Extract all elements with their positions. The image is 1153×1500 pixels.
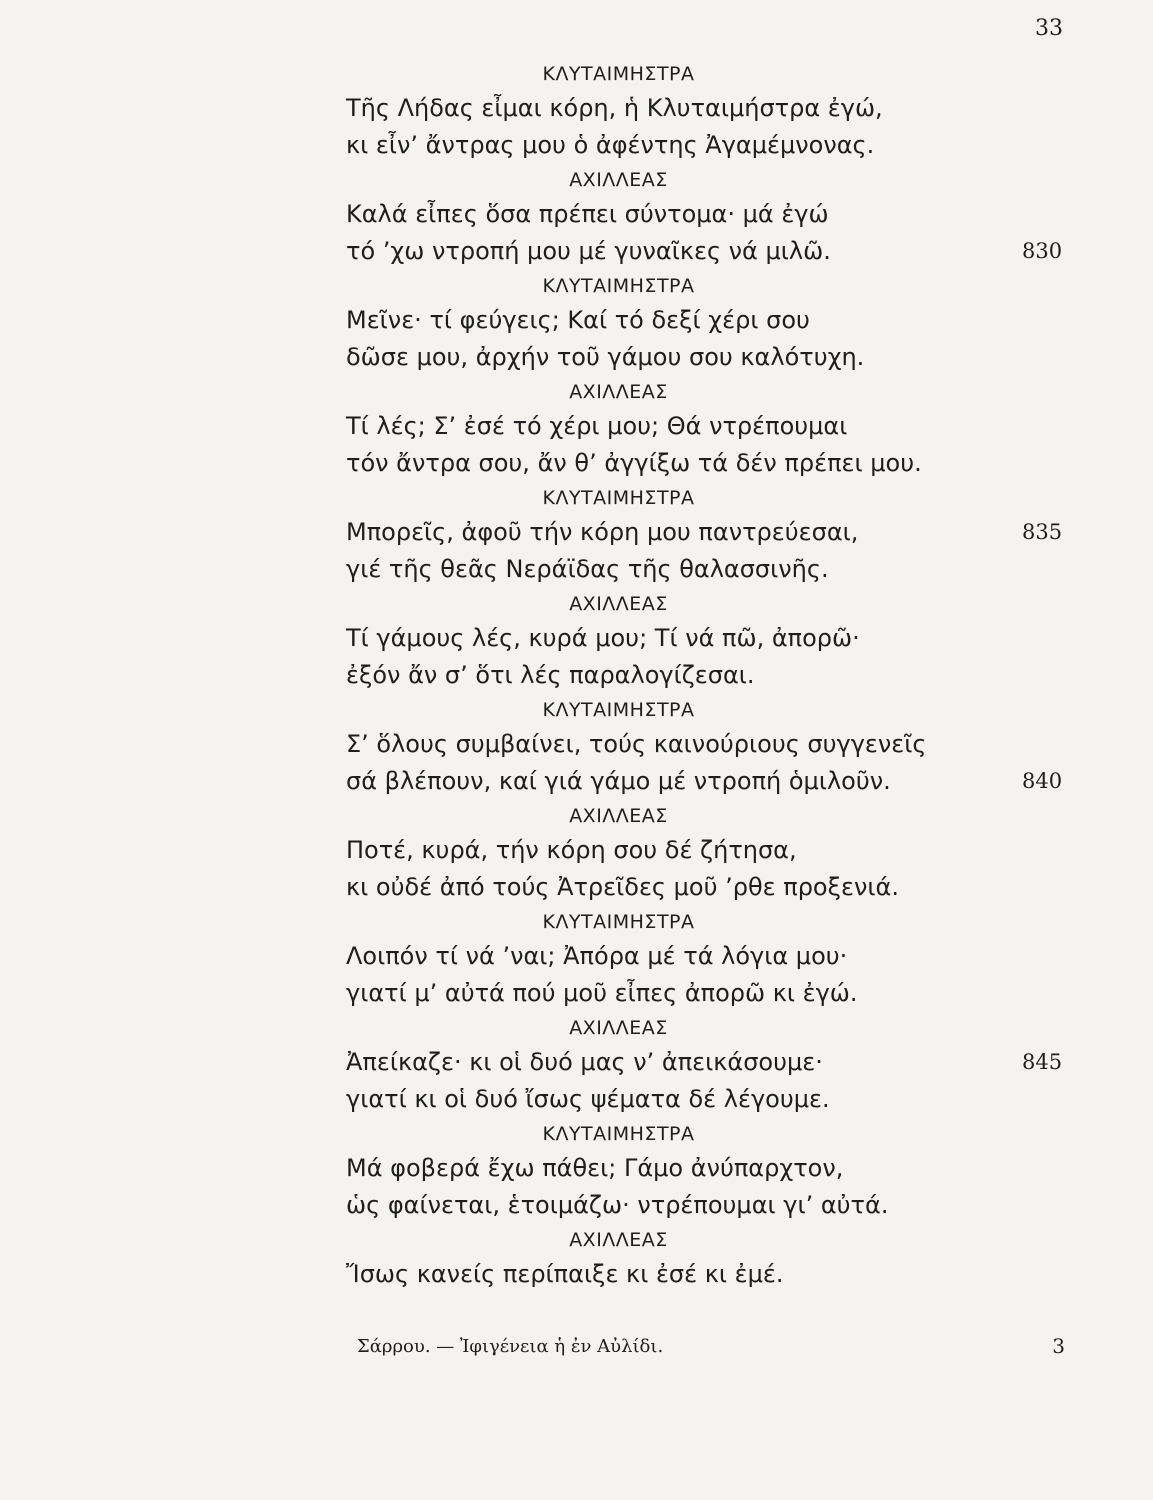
- verse-text: Μά φοβερά ἔχω πάθει; Γάμο ἀνύπαρχτον,: [346, 1154, 844, 1182]
- verse-line: [346, 445, 1076, 482]
- verse-line: [346, 196, 1076, 233]
- verse-text: Μεῖνε· τί φεύγεις; Καί τό δεξί χέρι σου: [346, 306, 810, 334]
- speaker-name: ΑΧΙΛΛΕΑΣ: [569, 593, 668, 615]
- verse-line: [346, 620, 1076, 657]
- speaker-name: ΚΛΥΤΑΙΜΗΣΤΡΑ: [542, 275, 695, 297]
- verse-line: [346, 127, 1076, 164]
- verse-line: [346, 90, 1076, 127]
- verse-line: [346, 1187, 1076, 1224]
- verse-line: [346, 1044, 1076, 1081]
- verse-text: Λοιπόν τί νά ’ναι; Ἀπόρα μέ τά λόγια μου·: [346, 942, 848, 970]
- verse-line: [346, 302, 1076, 339]
- verse-text: γιατί κι οἱ δυό ἴσως ψέματα δέ λέγουμε.: [346, 1085, 830, 1113]
- verse-text: Τί γάμους λές, κυρά μου; Τί νά πῶ, ἀπορῶ·: [346, 624, 860, 652]
- verse-line: [346, 1081, 1076, 1118]
- verse-line: [346, 1256, 1076, 1293]
- speaker-name: ΚΛΥΤΑΙΜΗΣΤΡΑ: [542, 1123, 695, 1145]
- verse-text: Καλά εἶπες ὅσα πρέπει σύντομα· μά ἐγώ: [346, 200, 829, 228]
- line-number: 845: [1022, 1050, 1063, 1074]
- speaker-name: ΚΛΥΤΑΙΜΗΣΤΡΑ: [542, 911, 695, 933]
- verse-text: Τῆς Λήδας εἶμαι κόρη, ἡ Κλυταιμήστρα ἐγώ,: [346, 94, 883, 122]
- verse-text: τόν ἄντρα σου, ἄν θ’ ἀγγίξω τά δέν πρέπει μου.: [346, 449, 922, 477]
- verse-text: γιέ τῆς θεᾶς Νεράϊδας τῆς θαλασσινῆς.: [346, 555, 829, 583]
- dialogue: [346, 58, 1076, 1293]
- speaker-name: ΚΛΥΤΑΙΜΗΣΤΡΑ: [542, 699, 695, 721]
- verse-line: [346, 832, 1076, 869]
- verse-text: Τί λές; Σ’ ἐσέ τό χέρι μου; Θά ντρέπουμαι: [346, 412, 848, 440]
- verse-line: [346, 726, 1076, 763]
- footer-source: Σάρρου. — Ἰφιγένεια ἡ ἐν Αὐλίδι.: [357, 1336, 664, 1357]
- verse-text: κι εἶν’ ἄντρας μου ὁ ἀφέντης Ἀγαμέμνονας.: [346, 131, 875, 159]
- speaker-name: ΑΧΙΛΛΕΑΣ: [569, 1017, 668, 1039]
- verse-text: Ἴσως κανείς περίπαιξε κι ἐσέ κι ἐμέ.: [346, 1260, 784, 1288]
- verse-line: [346, 408, 1076, 445]
- verse-text: ἐξόν ἄν σ’ ὅτι λές παραλογίζεσαι.: [346, 661, 755, 689]
- line-number: 840: [1022, 769, 1063, 793]
- verse-text: Μπορεῖς, ἀφοῦ τήν κόρη μου παντρεύεσαι,: [346, 518, 859, 546]
- verse-line: [346, 551, 1076, 588]
- verse-text: Σ’ ὅλους συμβαίνει, τούς καινούριους συγγενεῖς: [346, 730, 927, 758]
- verse-text: Ποτέ, κυρά, τήν κόρη σου δέ ζήτησα,: [346, 836, 797, 864]
- verse-text: κι οὐδέ ἀπό τούς Ἀτρεῖδες μοῦ ’ρθε προξενιά.: [346, 873, 899, 901]
- speaker-name: ΑΧΙΛΛΕΑΣ: [569, 1229, 668, 1251]
- speaker-name: ΚΛΥΤΑΙΜΗΣΤΡΑ: [542, 487, 695, 509]
- footer-signature: 3: [1052, 1334, 1065, 1358]
- verse-text: τό ’χω ντροπή μου μέ γυναῖκες νά μιλῶ.: [346, 237, 831, 265]
- verse-text: σά βλέπουν, καί γιά γάμο μέ ντροπή ὁμιλοῦν.: [346, 767, 891, 795]
- page-number: 33: [1035, 16, 1063, 41]
- verse-line: [346, 233, 1076, 270]
- verse-line: [346, 763, 1076, 800]
- verse-text: ὡς φαίνεται, ἑτοιμάζω· ντρέπουμαι γι’ αὐτά.: [346, 1191, 889, 1219]
- speaker-name: ΑΧΙΛΛΕΑΣ: [569, 169, 668, 191]
- verse-text: Ἀπείκαζε· κι οἱ δυό μας ν’ ἀπεικάσουμε·: [346, 1048, 823, 1076]
- verse-line: [346, 975, 1076, 1012]
- line-number: 835: [1022, 520, 1063, 544]
- speaker-name: ΚΛΥΤΑΙΜΗΣΤΡΑ: [542, 63, 695, 85]
- line-number: 830: [1022, 239, 1063, 263]
- speaker-name: ΑΧΙΛΛΕΑΣ: [569, 805, 668, 827]
- verse-line: [346, 869, 1076, 906]
- verse-text: γιατί μ’ αὐτά πού μοῦ εἶπες ἀπορῶ κι ἐγώ.: [346, 979, 858, 1007]
- verse-line: [346, 657, 1076, 694]
- verse-text: δῶσε μου, ἀρχήν τοῦ γάμου σου καλότυχη.: [346, 343, 865, 371]
- verse-line: [346, 339, 1076, 376]
- verse-line: [346, 1150, 1076, 1187]
- verse-line: [346, 514, 1076, 551]
- speaker-name: ΑΧΙΛΛΕΑΣ: [569, 381, 668, 403]
- verse-line: [346, 938, 1076, 975]
